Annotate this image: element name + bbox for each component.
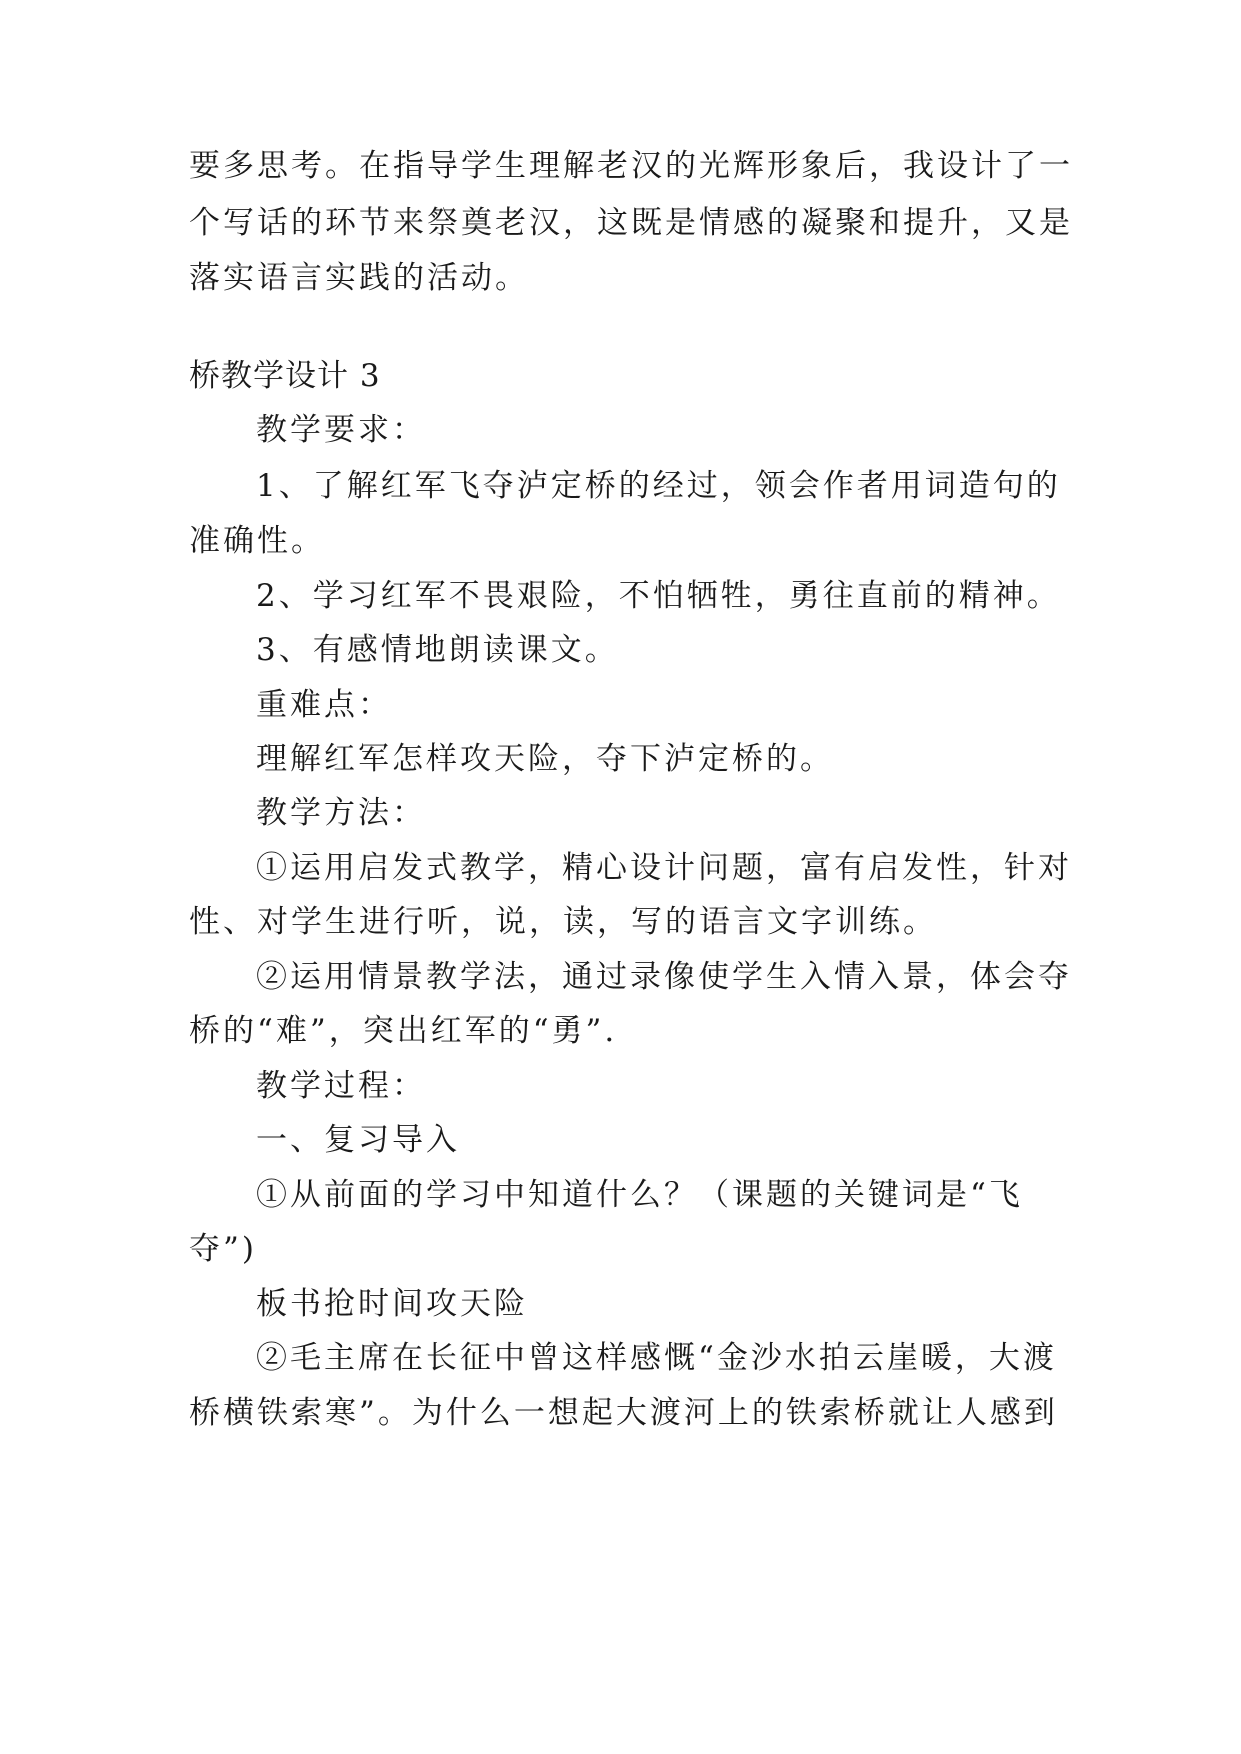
- paragraph-line: 准确性。: [189, 523, 325, 559]
- heading-teaching-requirements: 教学要求：: [256, 412, 426, 448]
- paragraph-line: 性、对学生进行听，说，读，写的语言文字训练。: [189, 904, 937, 940]
- intro-line-3: 落实语言实践的活动。: [189, 260, 529, 296]
- intro-line-2: 个写话的环节来祭奠老汉，这既是情感的凝聚和提升，又是: [189, 205, 1073, 241]
- paragraph-line: ①从前面的学习中知道什么？（课题的关键词是“飞: [256, 1177, 1023, 1213]
- paragraph-line: ②运用情景教学法，通过录像使学生入情入景，体会夺: [256, 959, 1072, 995]
- paragraph-line: 桥横铁索寒”。为什么一想起大渡河上的铁索桥就让人感到: [189, 1395, 1058, 1431]
- subheading-review-intro: 一、复习导入: [256, 1122, 460, 1158]
- heading-key-points: 重难点：: [256, 687, 392, 723]
- paragraph-line: 板书抢时间攻天险: [256, 1286, 528, 1322]
- paragraph-line: 1、了解红军飞夺泸定桥的经过，领会作者用词造句的: [256, 468, 1061, 504]
- paragraph-line: 3、有感情地朗读课文。: [256, 632, 619, 668]
- intro-line-1: 要多思考。在指导学生理解老汉的光辉形象后，我设计了一: [189, 148, 1073, 184]
- section-title: 桥教学设计 3: [189, 358, 381, 394]
- heading-teaching-methods: 教学方法：: [256, 795, 426, 831]
- paragraph-line: ①运用启发式教学，精心设计问题，富有启发性，针对: [256, 850, 1072, 886]
- paragraph-line: 桥的“难”，突出红军的“勇”.: [189, 1013, 618, 1049]
- paragraph-line: 理解红军怎样攻天险，夺下泸定桥的。: [256, 741, 834, 777]
- paragraph-line: 2、学习红军不畏艰险，不怕牺牲，勇往直前的精神。: [256, 578, 1061, 614]
- heading-teaching-process: 教学过程：: [256, 1068, 426, 1104]
- paragraph-line: ②毛主席在长征中曾这样感慨“金沙水拍云崖暖，大渡: [256, 1340, 1057, 1376]
- paragraph-line: 夺”): [189, 1231, 257, 1267]
